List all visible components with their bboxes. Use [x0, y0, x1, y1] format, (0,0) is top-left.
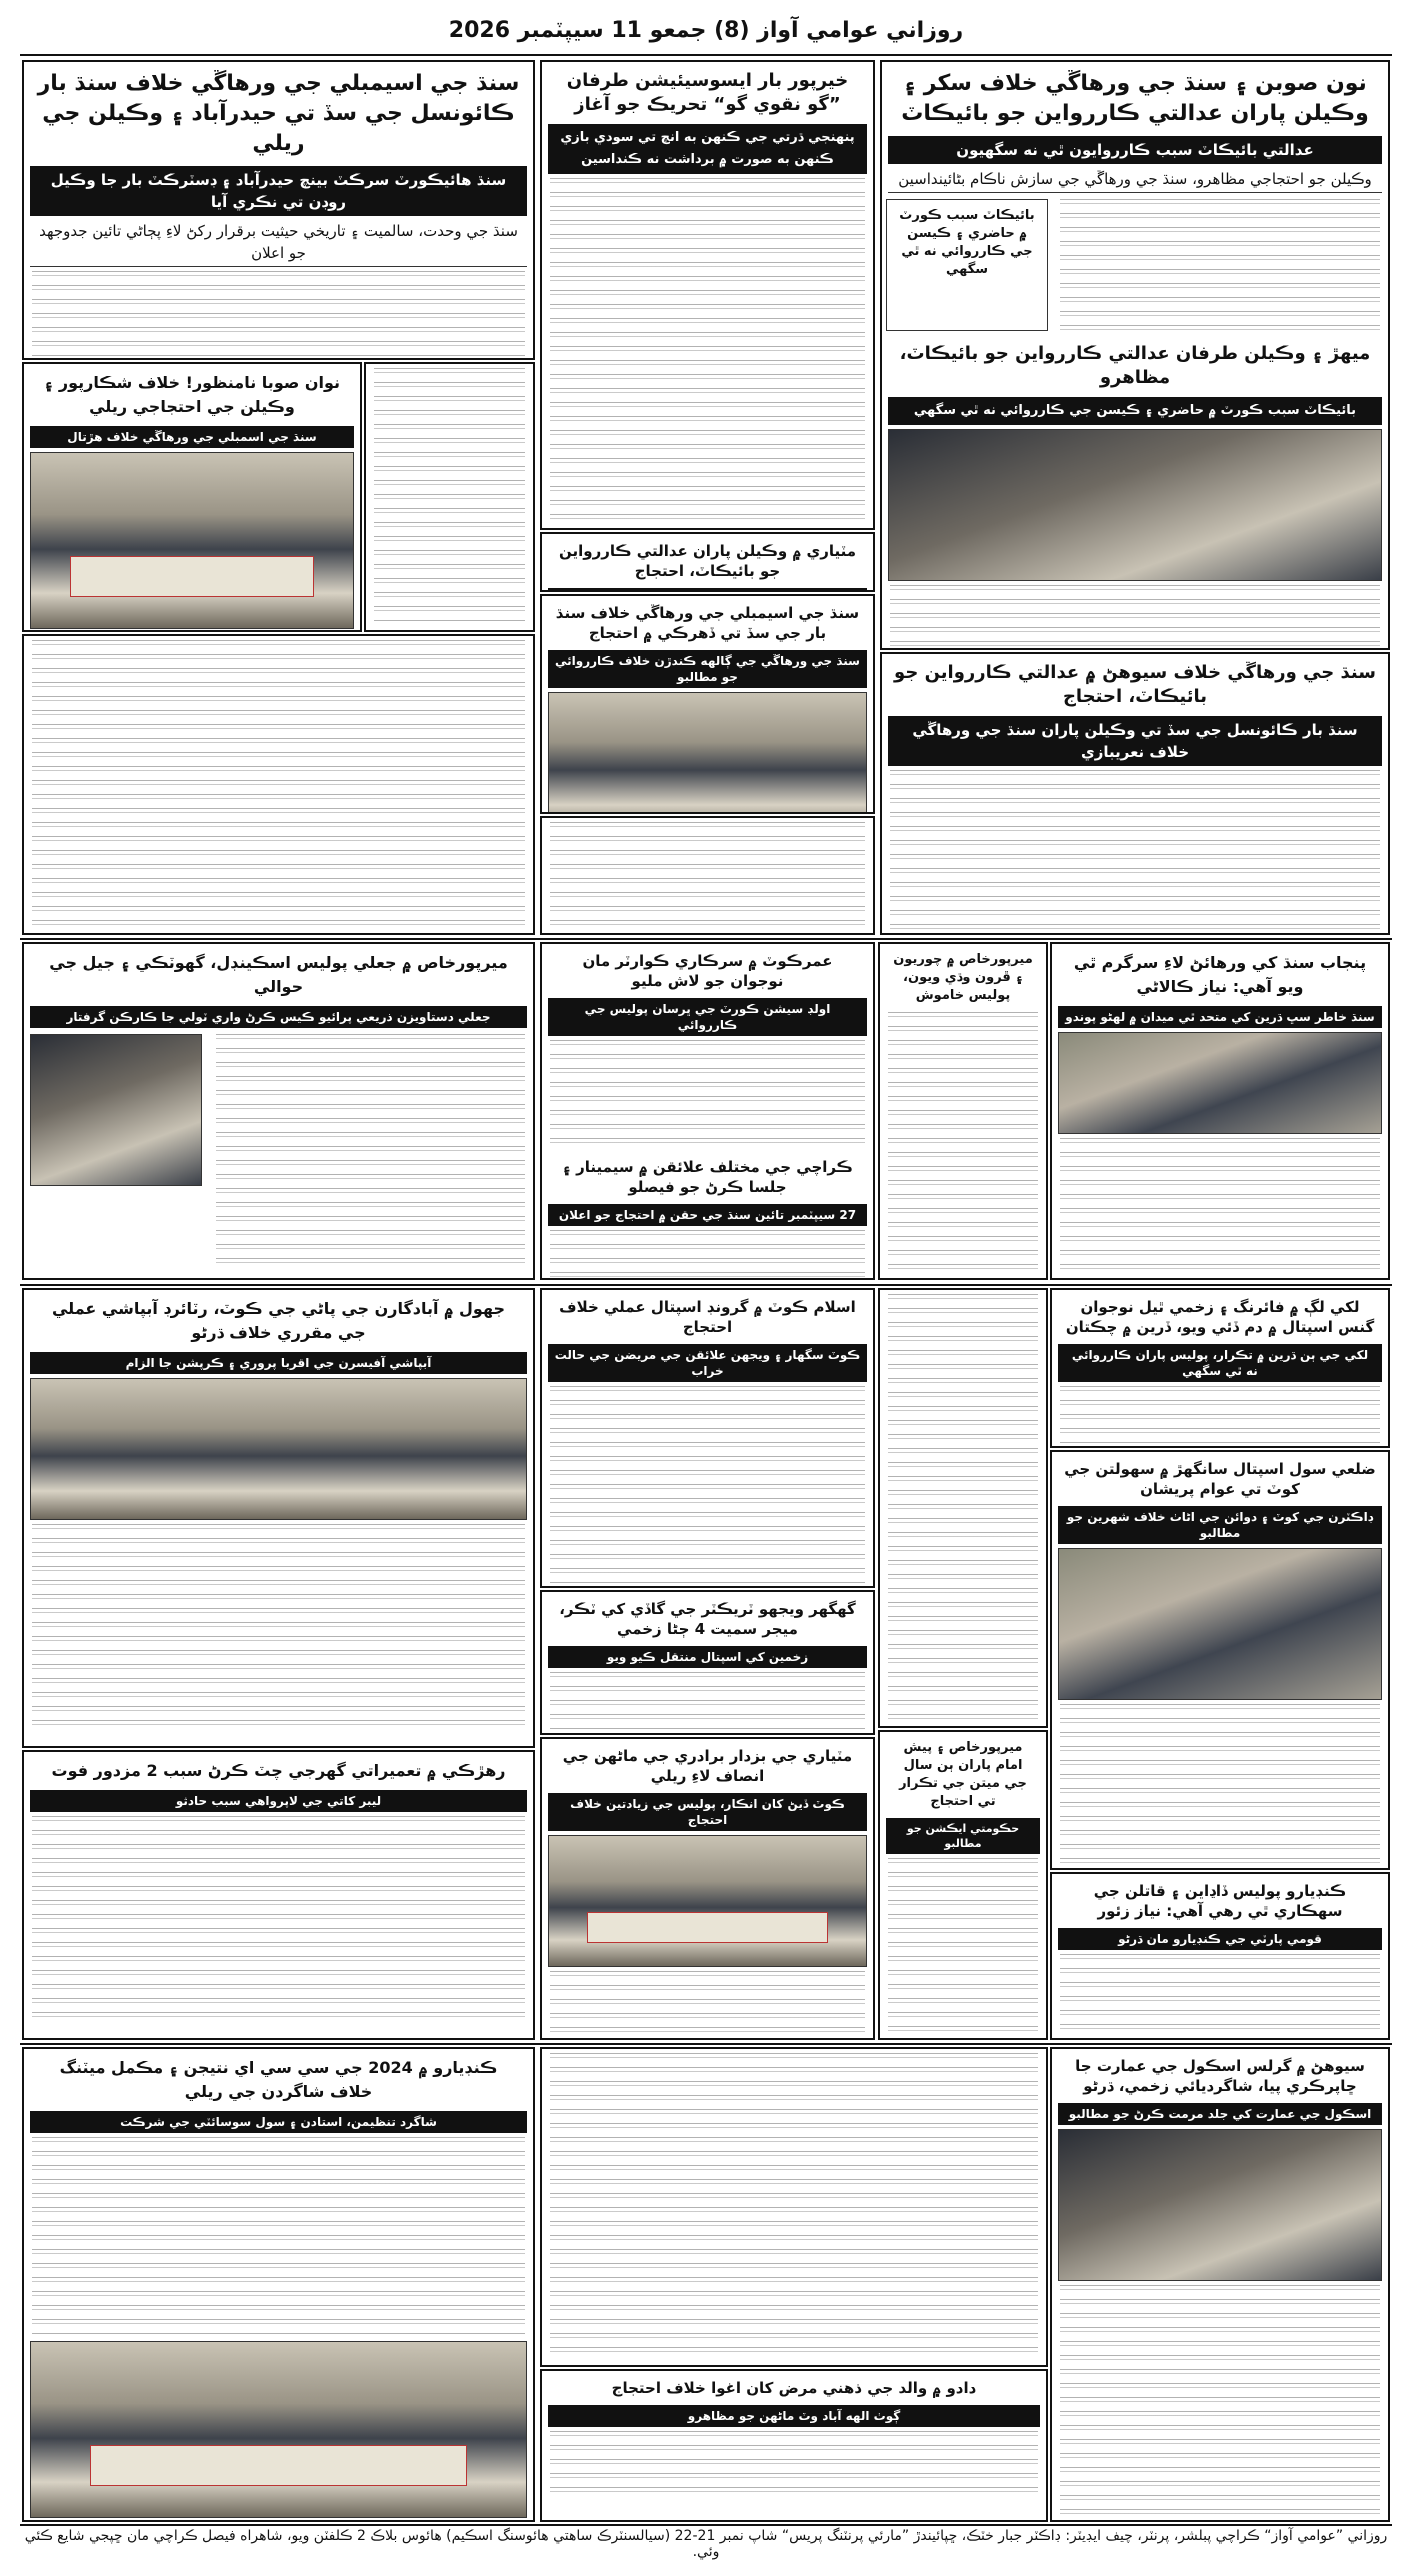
- deck: زخمين کي اسپتال منتقل ڪيو ويو: [548, 1646, 867, 1668]
- photo: [888, 429, 1382, 581]
- story-s14: [22, 1288, 535, 1748]
- masthead-title: روزاني عوامي آواز (8) جمعو 11 سيپٽمبر 2026: [448, 18, 964, 43]
- headline: لکي لڳ ۾ فائرنگ ۽ زخمي ٿيل نوجوان گنس اسپتال ۾ دم ڏئي ويو، ڏرين ۾ چڪتان: [1065, 1298, 1375, 1336]
- story-s5: [22, 362, 362, 632]
- headline: عمرڪوٽ ۾ سرڪاري ڪوارٽر مان نوجوان جو لاش مليو: [582, 952, 833, 990]
- photo: [1058, 1032, 1382, 1134]
- deck: شاگرد تنظيمن، استادن ۽ سول سوسائٽي جي شرڪت: [30, 2111, 527, 2133]
- headline: مٽياري ۾ وڪيلن پاران عدالتي ڪاررواين جو بائيڪاٽ، احتجاج: [558, 542, 857, 580]
- story-s7-body: [540, 816, 875, 935]
- subdeck: سنڌ جي وحدت، سالميت ۽ تاريخي حيثيت برقرار رکڻ لاءِ پڄاڻي تائين جدوجهد جو اعلان: [30, 218, 527, 267]
- story-s24: [1050, 2047, 1390, 2522]
- headline: سيوهڻ ۾ گرلس اسڪول جي عمارت جا ڇاپرڪري پيا، شاگرديائي زخمي، ڌرڻو: [1075, 2057, 1365, 2095]
- deck: جعلي دستاويزن ذريعي پرائيو ڪيس ڪرڻ واري ٽولي جا ڪارڪن گرفتار: [30, 1006, 527, 1028]
- story-s1: [880, 60, 1390, 650]
- headline: نون صوبن ۽ سنڌ جي ورهاڱي خلاف سکر ۽ وڪيلن پاران عدالتي ڪاررواين جو بائيڪاٽ: [901, 71, 1369, 126]
- deck: سنڌ هائيڪورٽ سرڪٽ بينچ حيدرآباد ۽ ڊسٽرڪٽ بار جا وڪيل روڊن تي نڪري آيا: [30, 166, 527, 216]
- headline: خيرپور بار ايسوسيئيشن طرفان ”گو نقوي گو“ تحريڪ جو آغاز: [566, 70, 849, 115]
- photo: [30, 452, 354, 629]
- story-s20: [1050, 1872, 1390, 2040]
- deck: آبپاشي آفيسرن جي اقربا پروري ۽ ڪرپشن جا الزام: [30, 1352, 527, 1374]
- subdeck: وڪيلن جو احتجاجي مظاهرو، سنڌ جي ورهاڱي جي سازش ناڪام بڻائينداسين: [888, 166, 1382, 193]
- deck: عدالتي بائيڪاٽ سبب ڪارروايون ٿي نه سگهيون: [888, 136, 1382, 164]
- story-s8: [880, 652, 1390, 935]
- story-s19: [1050, 1450, 1390, 1870]
- headline: ڪنڊيارو ۾ 2024 جي سي سي اي نتيجن ۽ مڪمل ميٽنگ خلاف شاگردن جي ريلي: [59, 2058, 498, 2101]
- deck: اولڊ سيشن ڪورٽ جي ڀرسان پوليس جي ڪارروائي: [548, 998, 867, 1036]
- story-s5-body: [22, 634, 535, 935]
- story-s22: [22, 2047, 535, 2522]
- headline: ڪراچي جي مختلف علائقن ۾ سيمينار ۽ جلسا ڪرڻ جو فيصلو: [562, 1158, 853, 1196]
- headline: دادو ۾ والد جي ذهني مرض کان اغوا خلاف احتجاج: [611, 2379, 977, 2397]
- deck: [888, 397, 1382, 425]
- headline: پنجاب سنڌ کي ورهائڻ لاءِ سرگرم ٿي ويو آهي: نياز ڪالاڻي: [1073, 953, 1367, 996]
- story-s16: [1050, 1288, 1390, 1448]
- deck: ڪوٽ سگهار ۽ ويجهن علائقن جي مريضن جي حالت خراب: [548, 1344, 867, 1382]
- headline: ڪنڊيارو پوليس ڏاڍاين ۽ قاتلن جي سهڪاري ٿي رهي آهي: نياز زئور: [1093, 1882, 1347, 1920]
- headline: جهول ۾ آبادگارن جي پاڻي جي ڪوٽ، رٽائرڊ آبپاشي عملي جي مقرري خلاف ڌرڻو: [51, 1299, 506, 1342]
- headline: سنڌ جي اسيمبلي جي ورهاڱي خلاف سنڌ بار ڪائونسل جي سڏ تي حيدرآباد ۽ وڪيلن جي ريلي: [37, 71, 520, 156]
- deck: 27 سيپٽمبر تائين سنڌ جي حقن ۾ احتجاج جو اعلان: [548, 1204, 867, 1226]
- deck: سنڌ جي اسمبلي جي ورهاڱي خلاف هڙتال: [30, 426, 354, 448]
- masthead-rule: [20, 54, 1392, 56]
- story-s15: [540, 1288, 875, 1588]
- story-s9: [22, 942, 535, 1280]
- story-s23: [540, 2369, 1048, 2522]
- headline: ميرپورخاص ۾ جعلي پوليس اسڪينڊل، گهوٽڪي ۽ جيل جي حوالي: [49, 953, 508, 996]
- headline: سنڌ جي اسيمبلي جي ورهاڱي خلاف سنڌ بار جي سڏ تي ڏهرڪي ۾ احتجاج: [555, 604, 860, 642]
- deck: سنڌ جي ورهاڱي جي ڳالهه ڪندڙن خلاف ڪارروائي جو مطالبو: [548, 650, 867, 688]
- deck: سنڌ بار ڪائونسل جي سڏ تي وڪيلن پاران سنڌ جي ورهاڱي خلاف نعريبازي: [888, 716, 1382, 766]
- photo: [1058, 1548, 1382, 1700]
- story-s23-body: [540, 2047, 1048, 2367]
- deck-text: بائيڪاٽ سبب ڪورٽ ۾ حاضري ۽ ڪيسن جي ڪارروائي نه ٿي سگهي: [913, 403, 1357, 418]
- story-s21: [22, 1750, 535, 2040]
- story-s17: [540, 1590, 875, 1735]
- story-s13: [878, 942, 1048, 1280]
- headline: سنڌ جي ورهاڱي خلاف سيوهڻ ۾ عدالتي ڪاررواين جو بائيڪاٽ، احتجاج: [894, 662, 1376, 707]
- headline: نوان صوبا نامنظور! خلاف شڪارپور ۽ وڪيلن جي احتجاجي ريلي: [43, 373, 341, 416]
- headline: ميرپورخاص ۾ چوريون ۽ ڦرون وڌي ويون، پوليس خاموش: [893, 952, 1033, 1003]
- story-s7: [540, 594, 875, 814]
- deck: [548, 588, 867, 592]
- headline: گهگهر ويجهو ٽريڪٽر جي گاڏي کي ٽڪر، ميجر سميت 4 ڄڻا زخمي: [559, 1600, 856, 1638]
- story-s25: [878, 1730, 1048, 2040]
- story-s3: [540, 60, 875, 530]
- photo: [548, 692, 867, 814]
- photo: [548, 1835, 867, 1967]
- story-s15-side: [878, 1288, 1048, 1728]
- headline: اسلام ڪوٽ ۾ گرونڊ اسپتال عملي خلاف احتجاج: [559, 1298, 856, 1336]
- headline: ضلعي سول اسپتال سانگهڙ ۾ سهولتن جي کوٽ تي عوام پريشان: [1064, 1460, 1376, 1498]
- story-s6: [540, 532, 875, 592]
- photo: [30, 1378, 527, 1520]
- story-s2: [22, 60, 535, 360]
- headline: ميهڙ ۽ وڪيلن طرفان عدالتي ڪاررواين جو بائيڪاٽ، مظاهرو: [899, 343, 1371, 388]
- footer-imprint: روزاني ”عوامي آواز“ ڪراچي پبلشر، پرنٽر، چيف ايڊيٽر: ڊاڪٽر جبار خٽڪ، ڇپائيندڙ ”مارئي پرنٽنگ پريس“ شاپ نمبر 21-22 (سيالسنٽرڪ ساهتي هائوسنگ اسڪيم) هائوس بلاڪ 2 ڪلفٽن ويو، شاهراه فيصل ڪراچي مان ڇپجي شايع ڪئي وئي.: [24, 2528, 1388, 2560]
- story-s2-cont: [364, 362, 535, 632]
- deck: سنڌ خاطر سڀ ڌرين کي متحد ٿي ميدان ۾ لهڻو پوندو: [1058, 1006, 1382, 1028]
- story-s12: [1050, 942, 1390, 1280]
- deck: ڳوٺ الهه آباد وٽ ماڻهن جو مظاهرو: [548, 2405, 1040, 2427]
- deck: قومي پارٽي جي ڪنڊيارو مان ڌرڻو: [1058, 1928, 1382, 1950]
- masthead: [0, 0, 1412, 52]
- deck: ليبر کاتي جي لاپرواهي سبب حادثو: [30, 1790, 527, 1812]
- photo: [30, 2341, 527, 2518]
- deck: اسڪول جي عمارت کي جلد مرمت ڪرڻ جو مطالبو: [1058, 2103, 1382, 2125]
- deck: لکي جي ٻن ڌرين ۾ تڪرار، پوليس پاران ڪارروائي نه ٿي سگهي: [1058, 1344, 1382, 1382]
- inset-headline: بائيڪاٽ سبب ڪورٽ ۾ حاضري ۽ ڪيسن جي ڪارروائي نه ٿي سگهي: [899, 208, 1035, 277]
- photo: [1058, 2129, 1382, 2281]
- story-s10: [540, 942, 875, 1280]
- deck: پنهنجي ڌرتي جي ڪنهن به انچ تي سودي بازي ڪنهن به صورت ۾ برداشت نه ڪنداسين: [548, 124, 867, 174]
- deck: ڪوٽ ڏيڻ کان انڪار، پوليس جي زيادتين خلاف احتجاج: [548, 1793, 867, 1831]
- headline: ميرپورخاص ۽ پيش امام پاران ٻن سال جي ميتن جي تڪرار تي احتجاج: [899, 1740, 1027, 1809]
- deck: ڊاڪٽرن جي کوٽ ۽ دوائن جي اڻاٺ خلاف شهرين جو مطالبو: [1058, 1506, 1382, 1544]
- headline: رهڙڪي ۾ تعميراتي گهرجي چٽ ڪرڻ سبب 2 مزدور فوت: [51, 1761, 506, 1780]
- photo: [30, 1034, 202, 1186]
- deck: حڪومتي ايڪشن جو مطالبو: [886, 1818, 1040, 1854]
- headline: مٽياري جي بزدار برادري جي ماڻهن جي انصاف لاءِ ريلي: [562, 1747, 853, 1785]
- story-s18: [540, 1737, 875, 2040]
